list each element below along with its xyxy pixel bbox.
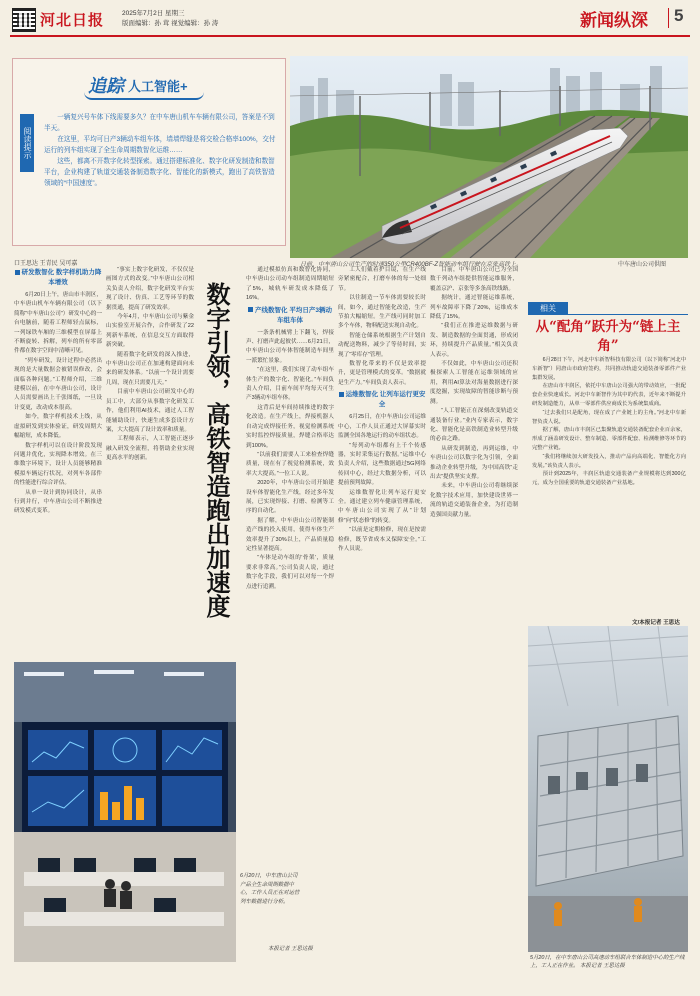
paragraph: 目前中车唐山公司研发中心的员工中，大部分从事数字化研发工作，他们利用AI技术，通过人工智能辅助设计，快速生成多套设计方案，大大提高了设计效率和质量。 [106,389,194,433]
paragraph: “列车研发，设计过程中必然出现的是大量数据会被错误修改，会面临各种问题。”工程师介绍，三维建模以前，在中车唐山公司，设计人员需要画出上千张图纸，一旦设计变更，改动成本很高。 [14,357,102,411]
paragraph: 以往制造一节车体需要较长时间，如今，通过智能化改造，生产节拍大幅缩短。生产线可同时加工多个车体，物料配送实现自动化。 [338,295,426,330]
factory-photo-credit: 本报记者 王思达摄 [580,963,625,970]
square-bullet-icon [248,307,253,312]
page-number: 5 [674,6,684,25]
paragraph: 随着数字化研发的深入推进，中车唐山公司正在加速构建面向未来的研发体系。“以前一个设计需要几周，现在只需要几天。” [106,351,194,386]
article-column-3 [246,266,334,906]
paragraph: “我们将继续加大研发投入，推动产品向高端化、智能化方向发展。”该负责人表示。 [532,453,686,469]
paragraph: 6月25日，在中车唐山公司运维中心，工作人员正通过大屏幕实时监测全国各地运行的动车组状态。 [338,414,426,440]
control-room-photo [14,662,236,962]
paragraph: 工人们戴着护目镜，在生产线旁紧密配合，打磨车体的每一处细节。 [338,267,426,292]
section-heading [14,268,102,288]
paragraph: 数智化带来的不仅是效率提升，更是管理模式的变革。“数据就是生产力。”车间负责人表示。 [338,361,426,386]
section-heading [338,390,426,410]
train-photo-caption: 日前，中车唐山公司生产的时速350公里CR400BF-Z智能动车组行驶在京张高铁上。 [300,262,523,268]
issue-editors: 版面编辑：孙 茸 视觉编辑：孙 涛 [122,20,219,27]
paragraph: “事实上数字化研发，不仅仅是画图方式的改变。”中车唐山公司相关负责人介绍，数字化研发平台实现了设计、仿真、工艺等环节的数据贯通，提高了研发效率。 [106,267,194,311]
intro-paragraph: 这些，都离不开数字化转型探索。通过搭建标准化、数字化研发制造和数智平台，企业构建了轨道交通装备制造数字化、智能化的新模式，跑出了高铁智造领域的“中国速度”。 [44,158,275,187]
paragraph: 这背后是车间持续推进的数字化改造。在生产线上，焊接机器人自动完成焊接任务，视觉检测系统实时监控焊接质量，焊缝合格率达到100%。 [246,404,334,449]
paragraph: “以前是定期检修，现在是按需检修，既节省成本又保障安全。”工作人员说。 [338,527,426,552]
paragraph: 2020年，中车唐山公司开始建设车体智能化生产线，经过多年发展，已实现焊接、打磨、检测等工序的自动化。 [246,480,334,515]
header-divider [668,8,669,28]
paragraph: 运维数智化让列车运行更安全。通过建立列车健康管理系统，中车唐山公司实现了从“计划修”向“状态修”的转变。 [338,489,426,524]
train-photo-credit: 中车唐山公司供图 [618,262,667,268]
section-heading-text: 产线数智化 平均日产3辆动车组车体 [255,306,332,324]
intro-paragraph: 在这里，平均可日产3辆动车组车体，墙墙焊缝是将交检合格率100%，交付运行的列车组实现了全生命周期数智化运维…… [44,136,276,154]
square-bullet-icon [339,392,344,397]
related-title: 从“配角”跃升为“链上主角” [535,319,681,354]
related-reporter: 文/本报记者 王思达 [632,620,680,626]
header-rule [10,35,690,37]
paragraph: 目前，中车唐山公司已为全国数千列动车组提供智能运维服务，覆盖京沪、京张等多条高铁线路。 [430,267,518,292]
paragraph: 从单一设计到协同设计，从串行到并行，中车唐山公司不断推进研发模式变革。 [14,489,102,515]
factory-photo-caption [530,954,686,971]
factory-photo [528,626,688,952]
paragraph: 智能仓储系统根据生产计划自动配送物料，减少了等待时间，实现了“零库存”管理。 [338,332,426,358]
paragraph: 工程师表示，人工智能正逐步融入研发全流程，将帮助企业实现更高水平的创新。 [106,436,194,462]
paragraph: 数字样机可以在设计阶段发现问题并优化，实现降本增效。在三维数字环境下，设计人员能够精准模拟车辆运行状况，对列车各部件的性能进行综合评估。 [14,442,102,487]
brand-swoosh-icon [84,92,204,100]
bylines: 口王思达 王青民 吴可嘉 [14,261,78,267]
paragraph: 据统计，通过智能运维系统，列车故障率下降了20%，运维成本降低了15%。 [430,295,518,321]
paragraph: “过去我们只是配角，现在成了产业链上的主角。”河北中车新智负责人说。 [532,409,686,425]
related-article-body [532,356,686,614]
article-column-1 [14,266,102,656]
paragraph: 一条条机械臂上下翻飞，焊接声、打磨声此起彼伏……6月21日，中车唐山公司车体智能制造车间里一派繁忙景象。 [246,329,334,364]
intro-paragraph: 一辆复兴号车体下线需要多久？在中车唐山机车车辆有限公司，答案是不到半天。 [44,114,275,132]
column-brand-ai: 人工智能+ [128,78,188,94]
newspaper-name: 河北日报 [40,11,105,29]
square-bullet-icon [15,270,20,275]
section-heading-text: 研发数智化 数字样机助力降本增效 [21,269,102,286]
paragraph: 据了解，唐山市丰润区已集聚轨道交通装备配套企业百余家，形成了涵盖研发设计、整车制造、零部件配套、检测维修等环节的完整产业链。 [532,427,686,451]
paragraph: 6月20日上午，唐山市丰润区，中车唐山机车车辆有限公司（以下简称“中车唐山公司”）研发中心的一台电脑前，随着工程师轻点鼠标，一列绿铁车厢的三维模型在屏幕上不断旋转、拆解，列车的所有零部件都在数字空间中清晰可见。 [14,292,102,355]
paragraph: 6月28日下午，河北中车新智科技有限公司（以下简称“河北中车新智”）同唐山市政府签约，共同推动轨道交通装备零部件产业集群发展。 [532,357,686,381]
paragraph: “我们正在推进运维数据与研发、制造数据的全面贯通，形成闭环，持续提升产品质量。”相关负责人表示。 [430,323,518,358]
control-room-credit: 本报记者 王思达摄 [268,946,313,952]
headline: 数字引领，高铁智造跑出加速度 [202,282,231,618]
qr-code-icon [12,8,36,32]
related-rule [568,314,688,315]
control-room-caption: 6月20日，中车唐山公司产品全生命周期数据中心，工作人员正在对运营列车数据进行分析。 [240,873,300,905]
article-column-4 [338,266,426,996]
paragraph: “车体是动车组的‘骨架’，质量要求非常高。”公司负责人说，通过数字化手段，我们可以对每一个焊点进行追溯。 [246,555,334,590]
paragraph: “每列动车组都有上千个传感器，实时采集运行数据。”运维中心负责人介绍，这些数据通过5G网络传回中心，经过大数据分析，可以提前预判故障。 [338,442,426,487]
issue-date: 2025年7月2日 星期三 [122,10,185,17]
paragraph: “人工智能正在深刻改变轨道交通装备行业。”业内专家表示，数字化、智能化是高铁制造业转型升级的必由之路。 [430,408,518,443]
column-brand-chase: 追踪 [88,76,124,96]
reading-tip-tab: 阅读提示 [20,114,34,172]
section-heading-text: 运维数智化 让列车运行更安全 [345,391,426,409]
paragraph: 通过模拟仿真和数智化协同，中车唐山公司动车组制造周期缩短了5%，城轨车研发成本降低了16%。 [246,267,334,302]
article-column-2 [106,266,194,656]
paragraph: 从研发到制造，再到运维，中车唐山公司以数字化为引领，全面推动企业转型升级，为中国高铁“走出去”提供坚实支撑。 [430,445,518,480]
paragraph: “在这里，我们实现了动车组车体生产的数字化、智能化。”车间负责人介绍，目前车间平均每天可生产3辆动车组车体。 [246,367,334,402]
paragraph: 预计到2025年，丰润区轨道交通装备产业规模将达到300亿元，成为全国重要的轨道交通装备产业基地。 [532,471,686,487]
paragraph: 据了解，中车唐山公司智能制造产线的投入使用，使得车体生产效率提升了30%以上，产品质量稳定性显著提高。 [246,517,334,552]
intro-text [44,112,276,189]
paragraph: 今年4月，中车唐山公司与紫金山实验室开展合作，合作研发了22列新车系统，在信息交互方面取得新突破。 [106,314,194,349]
paragraph: 未来，中车唐山公司将继续深化数字技术应用，加快建设世界一流的轨道交通装备企业，为打造制造强国贡献力量。 [430,483,518,518]
paragraph: 不仅如此，中车唐山公司还积极探索人工智能在运维领域的应用，利用AI算法对海量数据进行深度挖掘，实现故障的智能诊断与预测。 [430,361,518,405]
train-photo [290,56,688,258]
section-name: 新闻纵深 [580,11,648,31]
paragraph: 在唐山市丰润区，依托中车唐山公司强大的带动效应，一批配套企业快速成长。河北中车新智作为其中的代表，近年来不断提升研发制造能力，从单一零部件供应商成长为系统集成商。 [532,383,686,407]
related-tag: 相关 [528,302,568,315]
section-heading [246,306,334,326]
paragraph: “以前我们需要人工来检查焊缝质量，现在有了视觉检测系统，效率大大提高。”一位工人说。 [246,451,334,477]
factory-caption-text: 5月20日，在中车唐山公司高速动车组联合车体制造中心的生产线上，工人正在作业。 [530,955,685,970]
paragraph: 如今，数字样机技术上线，从虚拟研发到实体验证，研发周期大幅缩短，成本降低。 [14,414,102,440]
article-column-5 [430,266,518,996]
